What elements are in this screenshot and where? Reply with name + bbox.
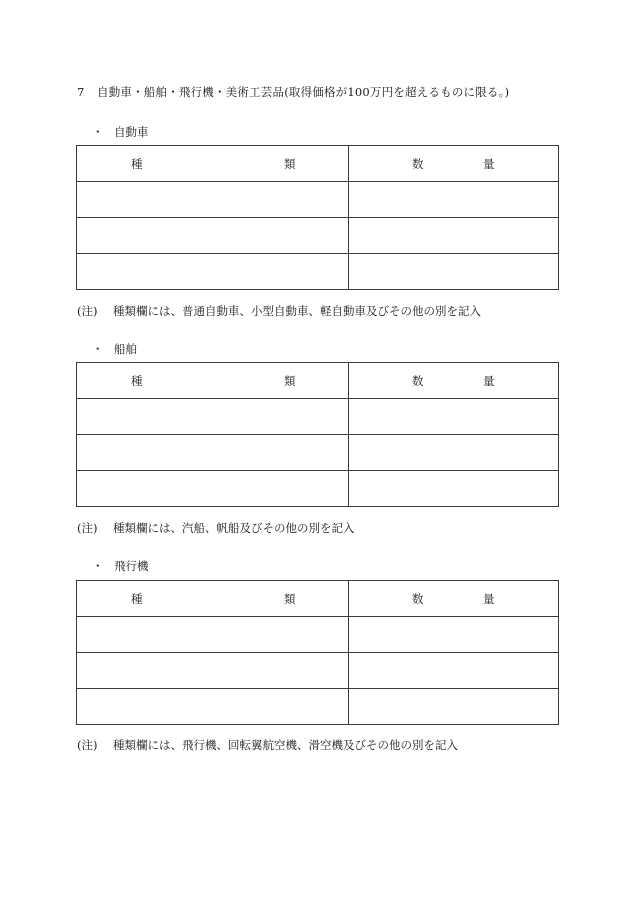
- header-kind-char1: 種: [131, 592, 143, 606]
- subsection-title-aircraft: [92, 558, 149, 574]
- subsection-label: 船舶: [114, 342, 137, 356]
- table-row: [77, 254, 559, 290]
- note-text: 種類欄には、汽船、帆船及びその他の別を記入: [113, 521, 355, 535]
- section-number: 7: [77, 85, 85, 99]
- quantity-input-cell[interactable]: [349, 435, 559, 471]
- note-tag: (注): [77, 738, 98, 752]
- table-header-row: [77, 146, 559, 182]
- quantity-input-cell[interactable]: [349, 254, 559, 290]
- kind-input-cell[interactable]: [77, 399, 349, 435]
- table-row: [77, 689, 559, 725]
- header-cell-quantity: [349, 363, 559, 399]
- subsection-title-automobile: [92, 124, 149, 140]
- table-header-row: [77, 363, 559, 399]
- kind-input-cell[interactable]: [77, 689, 349, 725]
- header-kind-char1: 種: [131, 374, 143, 388]
- table-row: [77, 653, 559, 689]
- note-ship: [77, 520, 355, 536]
- quantity-input-cell[interactable]: [349, 182, 559, 218]
- note-text: 種類欄には、飛行機、回転翼航空機、滑空機及びその他の別を記入: [113, 738, 458, 752]
- kind-input-cell[interactable]: [77, 435, 349, 471]
- header-kind-char2: 類: [284, 374, 296, 388]
- kind-input-cell[interactable]: [77, 182, 349, 218]
- header-qty-char2: 量: [483, 374, 495, 388]
- subsection-label: 自動車: [114, 125, 149, 139]
- header-qty-char2: 量: [483, 157, 495, 171]
- bullet: ・: [92, 559, 104, 573]
- kind-input-cell[interactable]: [77, 617, 349, 653]
- header-cell-quantity: [349, 581, 559, 617]
- header-cell-kind: [77, 363, 349, 399]
- quantity-input-cell[interactable]: [349, 471, 559, 507]
- header-kind-char2: 類: [284, 592, 296, 606]
- quantity-input-cell[interactable]: [349, 617, 559, 653]
- quantity-input-cell[interactable]: [349, 653, 559, 689]
- header-qty-char1: 数: [412, 592, 424, 606]
- aircraft-table: [76, 580, 559, 725]
- table-row: [77, 182, 559, 218]
- header-cell-quantity: [349, 146, 559, 182]
- header-cell-kind: [77, 146, 349, 182]
- kind-input-cell[interactable]: [77, 653, 349, 689]
- subsection-title-ship: [92, 341, 137, 357]
- header-qty-char1: 数: [412, 157, 424, 171]
- header-kind-char1: 種: [131, 157, 143, 171]
- kind-input-cell[interactable]: [77, 471, 349, 507]
- quantity-input-cell[interactable]: [349, 218, 559, 254]
- note-tag: (注): [77, 304, 98, 318]
- kind-input-cell[interactable]: [77, 218, 349, 254]
- note-tag: (注): [77, 521, 98, 535]
- table-row: [77, 399, 559, 435]
- note-automobile: [77, 303, 481, 319]
- table-row: [77, 471, 559, 507]
- subsection-label: 飛行機: [114, 559, 149, 573]
- header-cell-kind: [77, 581, 349, 617]
- quantity-input-cell[interactable]: [349, 689, 559, 725]
- header-kind-char2: 類: [284, 157, 296, 171]
- table-row: [77, 435, 559, 471]
- automobile-table: [76, 145, 559, 290]
- kind-input-cell[interactable]: [77, 254, 349, 290]
- quantity-input-cell[interactable]: [349, 399, 559, 435]
- note-text: 種類欄には、普通自動車、小型自動車、軽自動車及びその他の別を記入: [113, 304, 481, 318]
- bullet: ・: [92, 125, 104, 139]
- table-row: [77, 617, 559, 653]
- note-aircraft: [77, 737, 458, 753]
- ship-table: [76, 362, 559, 507]
- table-header-row: [77, 581, 559, 617]
- header-qty-char2: 量: [483, 592, 495, 606]
- section-heading: [77, 84, 509, 100]
- header-qty-char1: 数: [412, 374, 424, 388]
- section-title: 自動車・船舶・飛行機・美術工芸品(取得価格が100万円を超えるものに限る。): [97, 85, 510, 99]
- bullet: ・: [92, 342, 104, 356]
- table-row: [77, 218, 559, 254]
